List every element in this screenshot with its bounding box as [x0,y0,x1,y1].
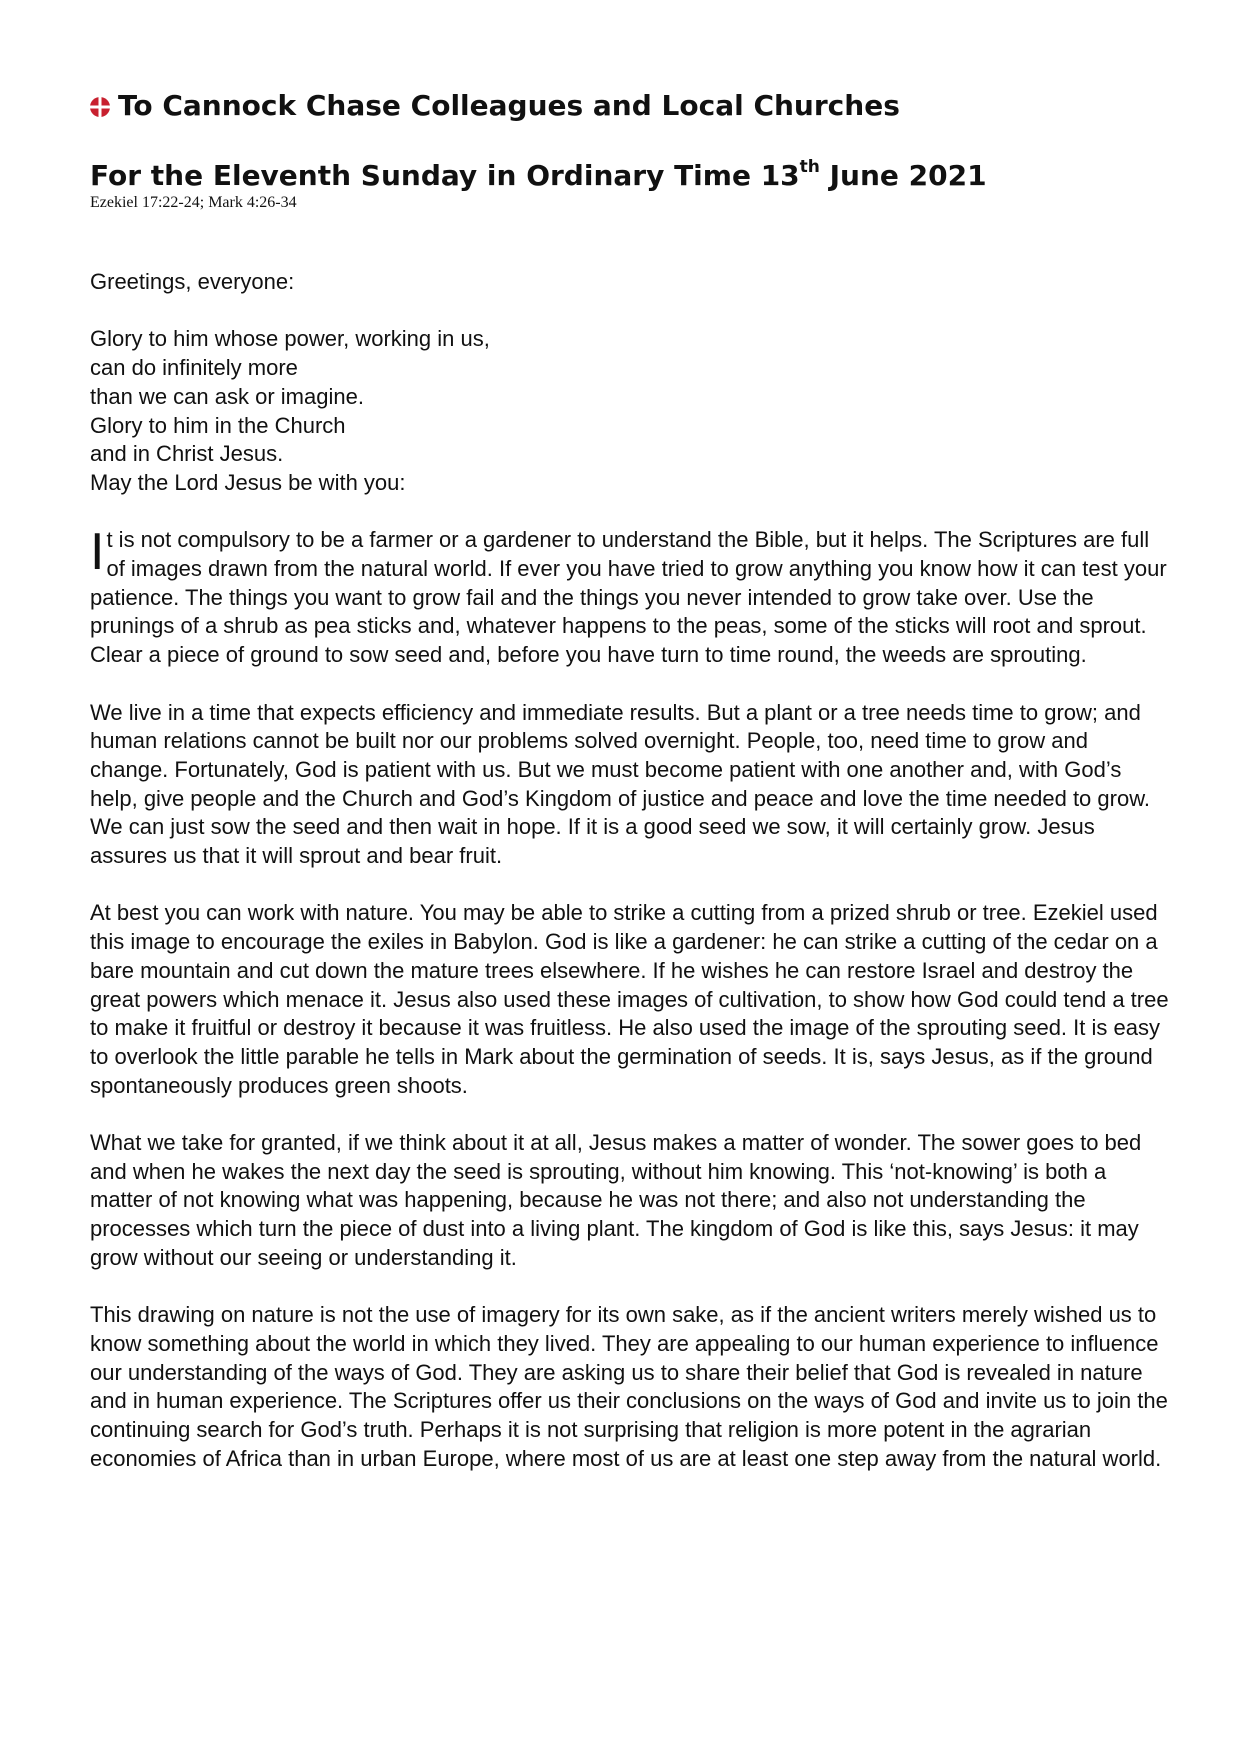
sunday-heading-ordinal: th [799,156,820,177]
prayer-line: May the Lord Jesus be with you: [90,469,406,495]
paragraph-5: This drawing on nature is not the use of imagery for its own sake, as if the ancient writers merely wished us to know something about the world in which they lived. They are appealing to our human experience to influence our understanding of the ways of God. They are asking us to share their belief that God is revealed in nature and in human experience. The Scriptures offer us their conclusions on the ways of God and invite us to join the continuing search for God’s truth. Perhaps it is not surprising that religion is more potent in the agrarian economies of Africa than in urban Europe, where most of us are at least one step away from the natural world. [90,1302,1168,1471]
prayer-line: than we can ask or imagine. [90,383,364,409]
drop-cap: I [90,523,105,582]
greeting: Greetings, everyone: [90,269,295,294]
prayer-line: can do infinitely more [90,355,298,381]
prayer-line: Glory to him whose power, working in us, [90,326,490,352]
letter-title [90,88,1170,124]
prayer-line: Glory to him in the Church [90,412,346,438]
red-cross-icon [90,97,110,117]
sunday-heading-suffix: June 2021 [819,159,987,192]
paragraph-4: What we take for granted, if we think about it at all, Jesus makes a matter of wonder. The sower goes to bed and when he wakes the next day the seed is sprouting, without him knowing. This ‘not-knowing’ is both a matter of not knowing what was happening, because he was not there; and also not understanding the processes which turn the piece of dust into a living plant. The kingdom of God is like this, says Jesus: it may grow without our seeing or understanding it. [90,1130,1142,1270]
letter-page [90,88,1170,1473]
paragraph-1-text: t is not compulsory to be a farmer or a gardener to understand the Bible, but it helps. The Scriptures are full of images drawn from the natural world. If ever you have tried to grow anything you know how it can test your patience. The things you want to grow fail and the things you never intended to grow take over. Use the prunings of a shrub as pea sticks and, whatever happens to the peas, some of the sticks will root and sprout. Clear a piece of ground to sow seed and, before you have turn to time round, the weeds are sprouting. [90,527,1167,668]
letter-title-text: To Cannock Chase Colleagues and Local Churches [118,89,900,122]
opening-prayer [90,325,1170,497]
scripture-readings: Ezekiel 17:22-24; Mark 4:26-34 [90,194,297,211]
sunday-heading [90,158,1170,194]
paragraph-1 [90,523,1170,670]
paragraph-2: We live in a time that expects efficiency and immediate results. But a plant or a tree needs time to grow; and human relations cannot be built nor our problems solved overnight. People, too, need time to grow and change. Fortunately, God is patient with us. But we must become patient with one another and, with God’s help, give people and the Church and God’s Kingdom of justice and peace and love the time needed to grow. We can just sow the seed and then wait in hope. If it is a good seed we sow, it will certainly grow. Jesus assures us that it will sprout and bear fruit. [90,699,1150,869]
sunday-heading-prefix: For the Eleventh Sunday in Ordinary Time 13 [90,159,800,192]
paragraph-3: At best you can work with nature. You may be able to strike a cutting from a prized shrub or tree. Ezekiel used this image to encourage the exiles in Babylon. God is like a gardener: he can strike a cutting of the cedar on a bare mountain and cut down the mature trees elsewhere. If he wishes he can restore Israel and destroy the great powers which menace it. Jesus also used these images of cultivation, to show how God could tend a tree to make it fruitful or destroy it because it was fruitless. He also used the image of the sprouting seed. It is easy to overlook the little parable he tells in Mark about the germination of seeds. It is, says Jesus, as if the ground spontaneously produces green shoots. [90,900,1169,1098]
prayer-line: and in Christ Jesus. [90,441,284,467]
